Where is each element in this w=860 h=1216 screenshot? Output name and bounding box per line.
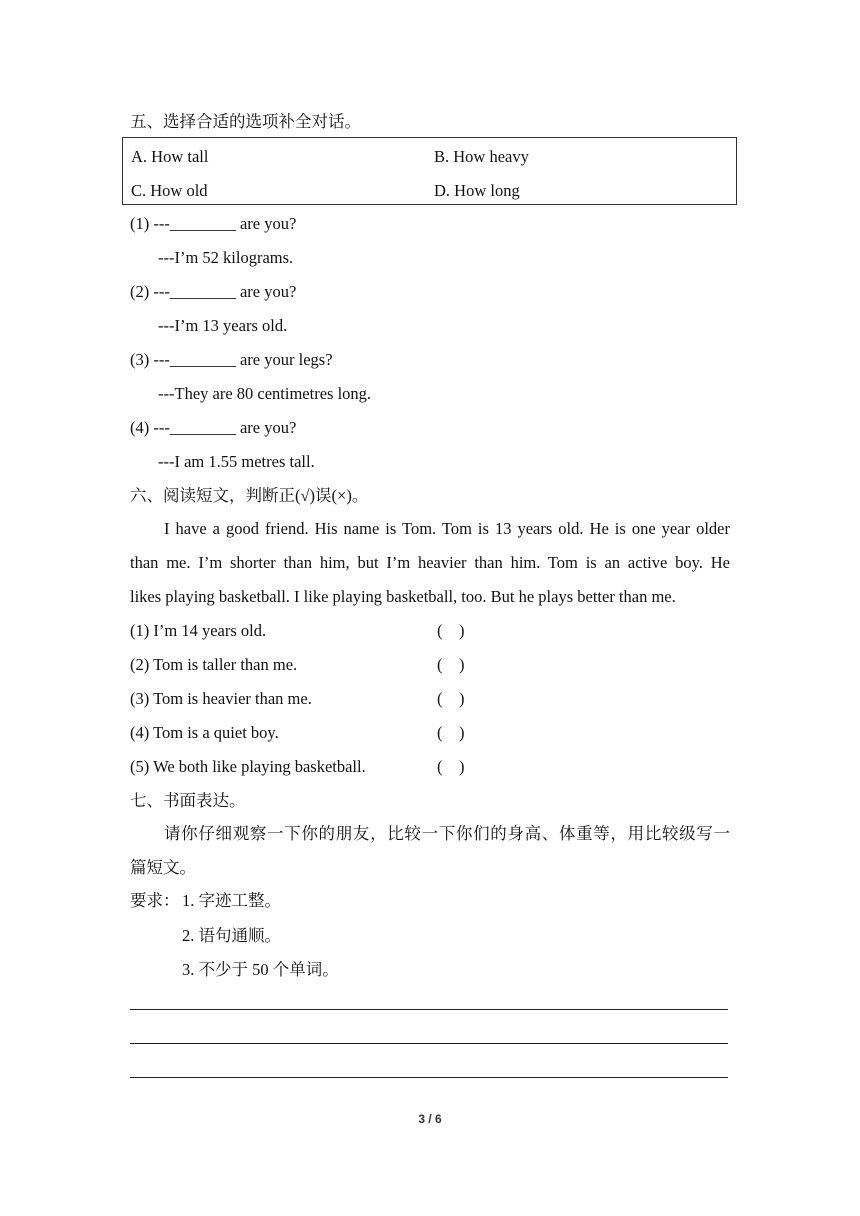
requirement-2: 2. 语句通顺。 [182,926,281,945]
options-box [122,137,737,205]
option-d: D. How long [434,181,520,200]
dialogue-question-1: (1) ---________ are you? [130,214,297,233]
passage-line-2: than me. I’m shorter than him, but I’m heavier than him. Tom is an active boy. He [130,553,730,572]
writing-line-2[interactable] [130,1043,728,1044]
passage-line-3: likes playing basketball. I like playing basketball, too. But he plays better than me. [130,587,676,606]
answer-blank-4[interactable]: ( ) [437,723,465,742]
requirement-3: 3. 不少于 50 个单词。 [182,960,339,979]
option-c: C. How old [131,181,208,200]
answer-blank-3[interactable]: ( ) [437,689,465,708]
statement-2: (2) Tom is taller than me. [130,655,298,674]
requirement-1: 1. 字迹工整。 [182,891,281,910]
writing-line-3[interactable] [130,1077,728,1078]
dialogue-question-4: (4) ---________ are you? [130,418,297,437]
dialogue-answer-4: ---I am 1.55 metres tall. [158,452,315,471]
dialogue-answer-3: ---They are 80 centimetres long. [158,384,372,403]
statement-1: (1) I’m 14 years old. [130,621,267,640]
dialogue-answer-1: ---I’m 52 kilograms. [158,248,294,267]
option-a: A. How tall [131,147,209,166]
statement-3: (3) Tom is heavier than me. [130,689,312,708]
section5-title: 五、选择合适的选项补全对话。 [130,112,361,131]
dialogue-answer-2: ---I’m 13 years old. [158,316,288,335]
dialogue-question-3: (3) ---________ are your legs? [130,350,333,369]
statement-5: (5) We both like playing basketball. [130,757,366,776]
writing-prompt-line-2: 篇短文。 [130,858,196,877]
answer-blank-2[interactable]: ( ) [437,655,465,674]
answer-blank-1[interactable]: ( ) [437,621,465,640]
dialogue-question-2: (2) ---________ are you? [130,282,297,301]
section6-title: 六、阅读短文，判断正(√)误(×)。 [130,486,369,505]
writing-prompt-line-1: 请你仔细观察一下你的朋友，比较一下你们的身高、体重等，用比较级写一 [164,824,730,843]
answer-blank-5[interactable]: ( ) [437,757,465,776]
writing-line-1[interactable] [130,1009,728,1010]
statement-4: (4) Tom is a quiet boy. [130,723,279,742]
requirements-label: 要求： [130,891,180,910]
passage-line-1: I have a good friend. His name is Tom. Tom is 13 years old. He is one year older [164,519,730,538]
section7-title: 七、书面表达。 [130,791,246,810]
option-b: B. How heavy [434,147,529,166]
page-number: 3 / 6 [418,1112,442,1126]
